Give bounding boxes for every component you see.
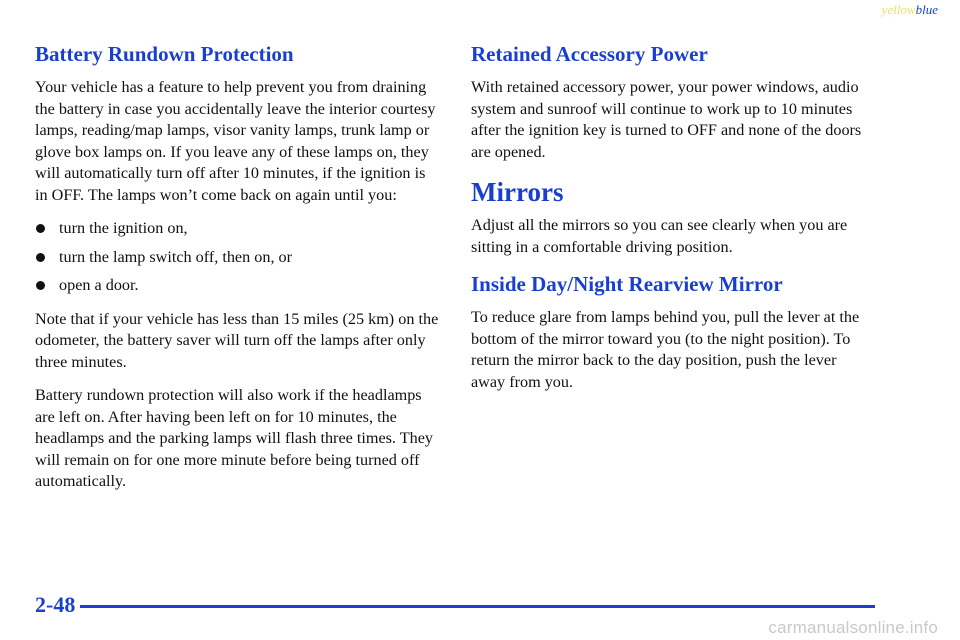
left-column <box>35 40 440 505</box>
retained-accessory-power-text: With retained accessory power, your power windows, audio system and sunroof will continue to work up to 10 minutes after the ignition key is turned to OFF and none of the doors are opened. <box>471 78 862 161</box>
bullet-icon <box>36 281 45 290</box>
bullet-icon <box>36 224 45 233</box>
list-item-text: turn the lamp switch off, then on, or <box>59 247 293 266</box>
battery-rundown-heading: Battery Rundown Protection <box>35 42 294 66</box>
watermark: carmanualsonline.info <box>768 618 938 637</box>
color-tag-blue: blue <box>915 2 938 17</box>
list-item <box>35 218 440 240</box>
footer-divider <box>80 605 875 608</box>
odometer-note: Note that if your vehicle has less than 15 miles (25 km) on the odometer, the battery saver will turn off the lamps after only three minutes. <box>35 309 439 371</box>
color-tag <box>882 2 938 18</box>
battery-rundown-intro: Your vehicle has a feature to help prevent you from draining the battery in case you accidentally leave the interior courtesy lamps, reading/map lamps, visor vanity lamps, trunk lamp or glove box lamps on. If you leave any of these lamps on, they will automatically turn off after 10 minutes, if the ignition is in OFF. The lamps won’t come back on again until you: <box>35 78 436 204</box>
headlamp-protection-text: Battery rundown protection will also work if the headlamps are left on. After having been left on for 10 minutes, the headlamps and the parking lamps will flash three times. They will remain on for one more minute before being turned off automatically. <box>35 386 433 490</box>
bullet-list <box>35 218 440 297</box>
page-footer <box>35 592 875 622</box>
mirrors-text: Adjust all the mirrors so you can see clearly when you are sitting in a comfortable driving position. <box>471 216 848 256</box>
list-item <box>35 275 440 297</box>
page-number: 2-48 <box>35 592 76 617</box>
rearview-mirror-text: To reduce glare from lamps behind you, pull the lever at the bottom of the mirror toward you (to the night position). To return the mirror back to the day position, push the lever away from you. <box>471 308 860 391</box>
color-tag-yellow: yellow <box>881 2 916 17</box>
list-item <box>35 247 440 269</box>
list-item-text: open a door. <box>59 276 139 294</box>
rearview-mirror-heading: Inside Day/Night Rearview Mirror <box>471 272 783 296</box>
retained-accessory-power-heading: Retained Accessory Power <box>471 42 708 66</box>
bullet-icon <box>36 253 45 262</box>
mirrors-heading: Mirrors <box>471 177 564 207</box>
right-column <box>471 40 871 405</box>
list-item-text: turn the ignition on, <box>59 219 188 237</box>
